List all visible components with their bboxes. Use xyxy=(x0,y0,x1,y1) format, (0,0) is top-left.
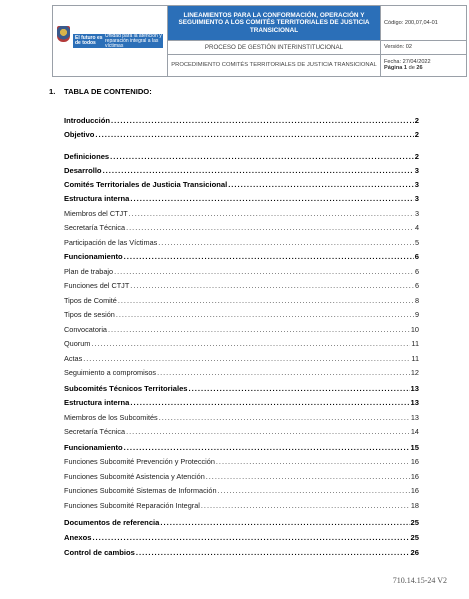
toc-entry-page: 10 xyxy=(410,325,419,334)
toc-leader-dots xyxy=(158,238,414,247)
toc-leader-dots xyxy=(124,252,414,261)
toc-leader-dots xyxy=(206,472,410,481)
toc-entry-label: Objetivo xyxy=(64,130,95,139)
toc-entry-page: 14 xyxy=(410,427,419,436)
toc-entry[interactable] xyxy=(64,398,419,407)
document-title: LINEAMIENTOS PARA LA CONFORMACIÓN, OPERACIÓN Y SEGUIMIENTO A LOS COMITÉS TERRITORIALES DE JUSTICIA TRANSICIONAL xyxy=(168,6,381,41)
toc-leader-dots xyxy=(159,413,410,422)
toc-leader-dots xyxy=(111,116,414,125)
toc-entry-page: 8 xyxy=(414,296,419,305)
toc-entry[interactable] xyxy=(64,533,419,542)
toc-entry-page: 13 xyxy=(410,413,419,422)
toc-entry-page: 3 xyxy=(414,166,419,175)
toc-entry-page: 25 xyxy=(410,533,419,542)
toc-entry-label: Funcionamiento xyxy=(64,443,123,452)
logo-entity: Unidad para la atención y reparación integral a las víctimas xyxy=(105,32,162,49)
logo-band xyxy=(73,34,163,48)
toc-entry-page: 16 xyxy=(410,486,419,495)
toc-entry-page: 4 xyxy=(414,223,419,232)
toc-entry-page: 12 xyxy=(410,368,419,377)
toc-leader-dots xyxy=(130,398,409,407)
toc-entry-label: Convocatoria xyxy=(64,325,107,334)
toc-entry[interactable] xyxy=(64,548,419,557)
toc-entry[interactable] xyxy=(64,325,419,334)
toc-entry-label: Definiciones xyxy=(64,152,110,161)
toc-entry-page: 13 xyxy=(410,398,419,407)
toc-leader-dots xyxy=(124,443,410,452)
toc-leader-dots xyxy=(92,533,409,542)
toc-heading xyxy=(49,87,152,96)
toc-leader-dots xyxy=(189,384,410,393)
process-name: PROCESO DE GESTIÓN INTERINSTITUCIONAL xyxy=(168,41,381,55)
toc-entry[interactable] xyxy=(64,443,419,452)
toc-entry[interactable] xyxy=(64,238,419,247)
toc-entry[interactable] xyxy=(64,384,419,393)
toc-entry[interactable] xyxy=(64,267,419,276)
toc-entry-page: 6 xyxy=(414,267,419,276)
toc-entry-label: Comités Territoriales de Justicia Transicional xyxy=(64,180,228,189)
toc-entry-label: Anexos xyxy=(64,533,92,542)
toc-entry-page: 16 xyxy=(410,472,419,481)
toc-entry-label: Secretaría Técnica xyxy=(64,223,126,232)
toc-leader-dots xyxy=(129,209,414,218)
toc-leader-dots xyxy=(201,501,410,510)
toc-entry-page: 2 xyxy=(414,130,419,139)
toc-entry-page: 3 xyxy=(414,194,419,203)
toc-entry-label: Funcionamiento xyxy=(64,252,123,261)
toc-entry-label: Funciones Subcomité Asistencia y Atención xyxy=(64,472,205,481)
toc-entry-page: 3 xyxy=(414,180,419,189)
toc-leader-dots xyxy=(118,296,414,305)
page-total: 26 xyxy=(416,65,423,72)
toc-entry-label: Introducción xyxy=(64,116,110,125)
toc-entry-page: 18 xyxy=(410,501,419,510)
toc-entry[interactable] xyxy=(64,472,419,481)
toc-entry-page: 5 xyxy=(414,238,419,247)
toc-entry-page: 16 xyxy=(410,457,419,466)
logo-cell xyxy=(53,6,168,77)
toc-entry-label: Funciones del CTJT xyxy=(64,281,130,290)
toc-entry-page: 11 xyxy=(411,339,419,348)
toc-leader-dots xyxy=(216,457,410,466)
toc-entry[interactable] xyxy=(64,413,419,422)
toc-leader-dots xyxy=(218,486,410,495)
toc-entry-label: Funciones Subcomité Reparación Integral xyxy=(64,501,200,510)
document-header xyxy=(52,5,467,77)
toc-leader-dots xyxy=(83,354,410,363)
toc-entry-label: Funciones Subcomité Prevención y Protección xyxy=(64,457,215,466)
toc-entry-label: Miembros del CTJT xyxy=(64,209,128,218)
toc-entry-label: Subcomités Técnicos Territoriales xyxy=(64,384,188,393)
procedure-name: PROCEDIMIENTO COMITÉS TERRITORIALES DE JUSTICIA TRANSICIONAL xyxy=(168,54,381,76)
toc-leader-dots xyxy=(108,325,410,334)
toc-entry-label: Documentos de referencia xyxy=(64,518,160,527)
toc-entry-page: 3 xyxy=(414,209,419,218)
toc-leader-dots xyxy=(228,180,414,189)
toc-entry-label: Actas xyxy=(64,354,83,363)
toc-leader-dots xyxy=(160,518,409,527)
toc-leader-dots xyxy=(95,130,413,139)
toc-entry-label: Miembros de los Subcomités xyxy=(64,413,158,422)
page-indicator xyxy=(384,65,466,71)
toc-entry-page: 13 xyxy=(410,384,419,393)
page-of: de xyxy=(408,65,415,72)
toc-entry-page: 6 xyxy=(414,252,419,261)
toc-entry-page: 2 xyxy=(414,116,419,125)
date-page-cell xyxy=(381,54,467,76)
toc-entry[interactable] xyxy=(64,339,419,348)
toc-entry[interactable] xyxy=(64,486,419,495)
toc-entry[interactable] xyxy=(64,152,419,161)
toc-leader-dots xyxy=(103,166,414,175)
toc-entry-page: 2 xyxy=(414,152,419,161)
document-date: Fecha: 27/04/2022 xyxy=(384,59,431,66)
toc-entry[interactable] xyxy=(64,116,419,125)
toc-leader-dots xyxy=(157,368,410,377)
toc-entry-label: Control de cambios xyxy=(64,548,135,557)
toc-entry[interactable] xyxy=(64,166,419,175)
toc-leader-dots xyxy=(114,267,414,276)
toc-entry-label: Tipos de sesión xyxy=(64,310,115,319)
toc-entry-label: Funciones Subcomité Sistemas de Información xyxy=(64,486,217,495)
footer-code: 710.14.15-24 V2 xyxy=(392,576,447,585)
toc-entry[interactable] xyxy=(64,281,419,290)
toc-entry-label: Seguimiento a compromisos xyxy=(64,368,157,377)
page-current: 1 xyxy=(403,65,408,72)
toc-entry[interactable] xyxy=(64,296,419,305)
toc-leader-dots xyxy=(130,281,414,290)
toc-entry[interactable] xyxy=(64,518,419,527)
toc-entry[interactable] xyxy=(64,368,419,377)
toc-entry-page: 11 xyxy=(411,354,419,363)
document-code: Código: 200,07,04-01 xyxy=(381,6,467,41)
toc-entry-label: Secretaría Técnica xyxy=(64,427,126,436)
coat-of-arms-icon xyxy=(57,26,70,42)
toc-entry[interactable] xyxy=(64,194,419,203)
toc-entry[interactable] xyxy=(64,427,419,436)
document-version: Versión: 02 xyxy=(381,41,467,55)
toc-entry[interactable] xyxy=(64,457,419,466)
toc-leader-dots xyxy=(91,339,410,348)
toc-entry-label: Participación de las Víctimas xyxy=(64,238,158,247)
toc-entry[interactable] xyxy=(64,130,419,139)
toc-entry-page: 6 xyxy=(414,281,419,290)
toc-entry-page: 25 xyxy=(410,518,419,527)
toc-entry-page: 26 xyxy=(410,548,419,557)
toc-entry-label: Tipos de Comité xyxy=(64,296,117,305)
logo xyxy=(53,6,167,76)
toc-entry-label: Desarrollo xyxy=(64,166,102,175)
toc-leader-dots xyxy=(110,152,414,161)
toc-entry[interactable] xyxy=(64,180,419,189)
toc-entry[interactable] xyxy=(64,310,419,319)
toc-entry[interactable] xyxy=(64,209,419,218)
toc-entry-label: Estructura interna xyxy=(64,398,130,407)
toc-title: TABLA DE CONTENIDO: xyxy=(64,87,152,96)
toc-leader-dots xyxy=(136,548,410,557)
toc-entry-page: 9 xyxy=(414,310,419,319)
toc-entry[interactable] xyxy=(64,223,419,232)
logo-slogan: El futuro es de todos xyxy=(75,35,103,46)
toc-leader-dots xyxy=(126,223,414,232)
toc-leader-dots xyxy=(116,310,414,319)
page-prefix: Página xyxy=(384,65,403,72)
toc-leader-dots xyxy=(126,427,410,436)
toc-entry[interactable] xyxy=(64,252,419,261)
toc-leader-dots xyxy=(130,194,413,203)
toc-entry-label: Estructura interna xyxy=(64,194,130,203)
toc-entry[interactable] xyxy=(64,354,419,363)
toc-entry-page: 15 xyxy=(410,443,419,452)
toc-entry-label: Quorum xyxy=(64,339,91,348)
toc-number: 1. xyxy=(49,87,56,96)
toc-entry-label: Plan de trabajo xyxy=(64,267,114,276)
toc-entry[interactable] xyxy=(64,501,419,510)
